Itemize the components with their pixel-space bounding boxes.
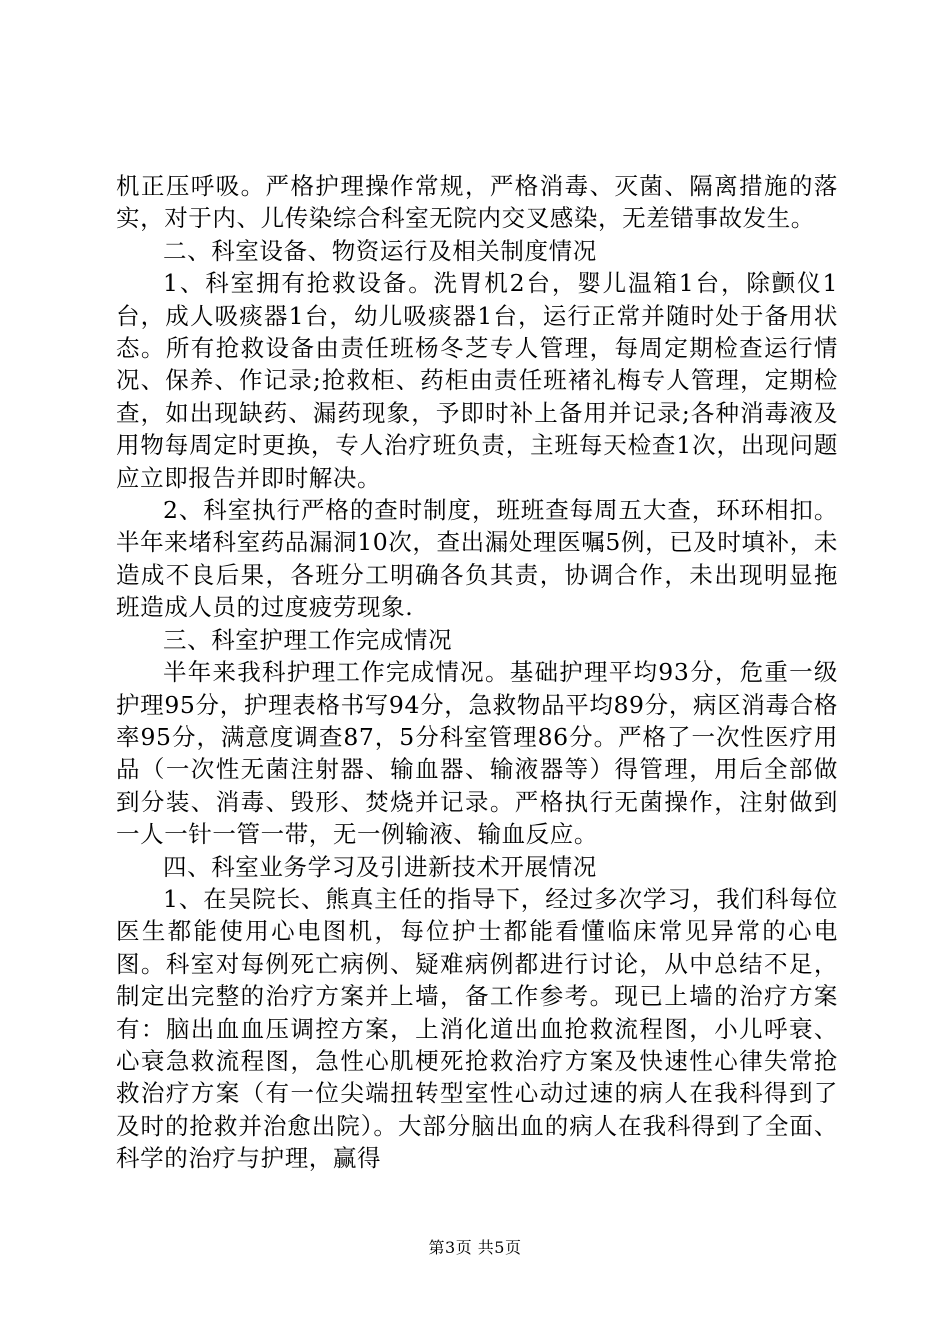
- paragraph-equipment: 1、科室拥有抢救设备。洗胃机2台，婴儿温箱1台，除颤仪1台，成人吸痰器1台，幼儿吸痰器1台，运行正常并随时处于备用状态。所有抢救设备由责任班杨冬芝专人管理，每周定期检查运行情况、保养、作记录;抢救柜、药柜由责任班褚礼梅专人管理，定期检查，如出现缺药、漏药现象，予即时补上备用并记录;各种消毒液及用物每周定时更换，专人治疗班负责，主班每天检查1次，出现问题应立即报告并即时解决。: [116, 269, 838, 492]
- section-heading-2: 二、科室设备、物资运行及相关制度情况: [163, 236, 597, 265]
- document-body: [116, 170, 838, 1175]
- paragraph-checking-system: 2、科室执行严格的查时制度，班班查每周五大查，环环相扣。半年来堵科室药品漏洞10次，查出漏处理医嘱5例，已及时填补，未造成不良后果，各班分工明确各负其责，协调合作，未出现明显拖班造成人员的过度疲劳现象.: [116, 496, 838, 622]
- paragraph-nursing-results: 半年来我科护理工作完成情况。基础护理平均93分，危重一级护理95分，护理表格书写94分，急救物品平均89分，病区消毒合格率95分，满意度调查87，5分科室管理86分。严格了一次性医疗用品（一次性无菌注射器、输血器、输液器等）得管理，用后全部做到分装、消毒、毁形、焚烧并记录。严格执行无菌操作，注射做到一人一针一管一带，无一例输液、输血反应。: [116, 658, 838, 849]
- page-footer: 第3页 共5页: [428, 1238, 522, 1257]
- section-heading-3: 三、科室护理工作完成情况: [163, 625, 453, 654]
- paragraph-1: 机正压呼吸。严格护理操作常规，严格消毒、灭菌、隔离措施的落实，对于内、儿传染综合科室无院内交叉感染，无差错事故发生。: [116, 172, 838, 233]
- section-heading-4: 四、科室业务学习及引进新技术开展情况: [163, 852, 597, 881]
- paragraph-study: 1、在吴院长、熊真主任的指导下，经过多次学习，我们科每位医生都能使用心电图机，每位护士都能看懂临床常见异常的心电图。科室对每例死亡病例、疑难病例都进行讨论，从中总结不足，制定出完整的治疗方案并上墙，备工作参考。现已上墙的治疗方案有：脑出血血压调控方案，上消化道出血抢救流程图，小儿呼衰、心衰急救流程图，急性心肌梗死抢救治疗方案及快速性心律失常抢救治疗方案（有一位尖端扭转型室性心动过速的病人在我科得到了及时的抢救并治愈出院）。大部分脑出血的病人在我科得到了全面、科学的治疗与护理，赢得: [116, 884, 838, 1173]
